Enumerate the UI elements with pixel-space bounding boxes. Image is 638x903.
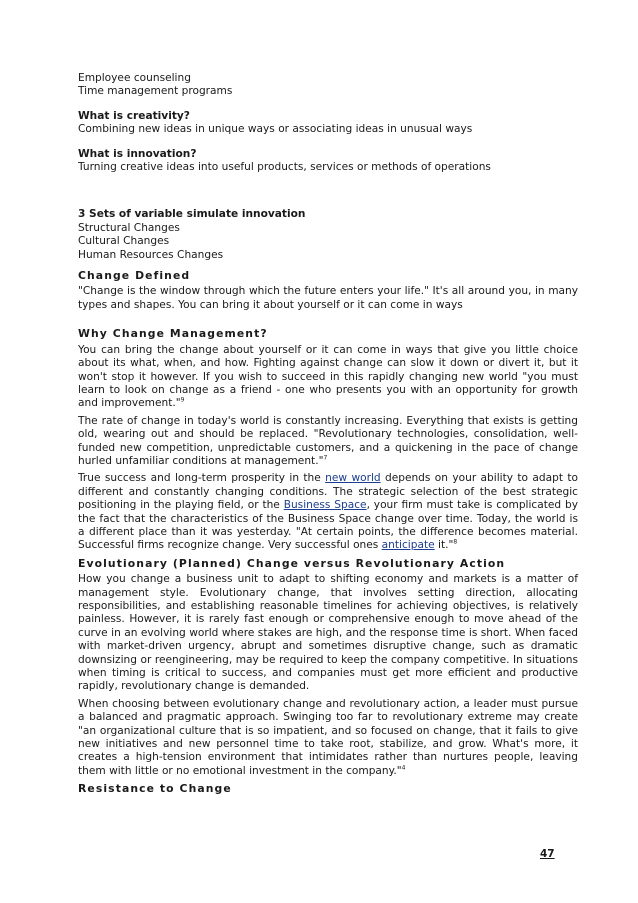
anticipate-link[interactable]: anticipate	[381, 539, 435, 552]
innovation-question: What is innovation?	[78, 147, 197, 160]
why-change-p3-text-c: , your firm must take is complicated by the fact that the characteristics of the Business Space change over time. Today, the world is a different place than it was yesterday. "At certain points, the difference becomes material. Successful firms recognize change. Very successful ones	[78, 499, 579, 552]
footnote-ref-8: 8	[453, 538, 458, 546]
innovation-answer: Turning creative ideas into useful products, services or methods of operations	[78, 161, 491, 174]
sets-item-structural: Structural Changes	[78, 221, 180, 234]
creativity-answer: Combining new ideas in unique ways or associating ideas in unusual ways	[78, 123, 473, 136]
evolutionary-p2-text: When choosing between evolutionary change and revolutionary action, a leader must pursue a balanced and pragmatic approach. Swinging too far to revolutionary extreme may create "an organizational culture that is so impatient, and so focused on change, that it fails to give new initiatives and new personnel time to take root, stabilize, and grow. What's more, it creates a high-tension environment that intimidates rather than nurtures people, leaving them with little or no emotional investment in the company."	[78, 697, 578, 777]
sets-item-human-resources: Human Resources Changes	[78, 248, 224, 261]
page-number: 47	[540, 848, 555, 860]
creativity-question: What is creativity?	[78, 109, 190, 122]
why-change-p3-text-d: it."	[434, 539, 454, 552]
new-world-link[interactable]: new world	[325, 472, 381, 485]
sets-title: 3 Sets of variable simulate innovation	[78, 208, 306, 221]
why-change-p1-text: You can bring the change about yourself or it can come in ways that give you little choice about its what, when, and how. Fighting against change can slow it down or divert it, but it won't stop it however. If you wish to succeed in this rapidly changing new world "you must learn to look on change as a friend - one who presents you with an opportunity for growth and improvement."	[78, 343, 578, 410]
footnote-ref-9: 9	[180, 396, 185, 404]
sets-item-cultural: Cultural Changes	[78, 235, 170, 248]
resistance-heading: Resistance to Change	[78, 782, 232, 796]
why-change-p3-text-a: True success and long-term prosperity in the	[78, 472, 326, 485]
why-change-p3-text-b: depends on your ability to adapt to different and constantly changing conditions. The strategic selection of the best strategic positioning in the playing field, or the	[78, 472, 578, 512]
why-change-heading: Why Change Management?	[78, 327, 268, 341]
footnote-ref-7: 7	[323, 454, 328, 462]
footnote-ref-4: 4	[401, 764, 406, 772]
why-change-paragraph-3	[78, 472, 578, 552]
why-change-paragraph-2	[78, 415, 578, 469]
why-change-paragraph-1	[78, 344, 578, 411]
business-space-link[interactable]: Business Space	[283, 499, 367, 512]
evolutionary-paragraph-1: How you change a business unit to adapt to shifting economy and markets is a matter of management style. Evolutionary change, that involves setting direction, allocating responsibilities, and establishing reasonable timelines for achieving objectives, is relatively painless. However, it is rarely fast enough or comprehensive enough to move ahead of the curve in an evolving world where stakes are high, and the response time is short. When faced with market-driven urgency, abrupt and sometimes disruptive change, such as dramatic downsizing or reengineering, may be required to keep the company competitive. In situations when timing is critical to success, and companies must get more efficient and productive rapidly, revolutionary change is demanded.	[78, 573, 578, 693]
top-line-2: Time management programs	[78, 85, 233, 98]
change-defined-heading: Change Defined	[78, 269, 191, 283]
evolutionary-paragraph-2	[78, 698, 578, 778]
why-change-p2-text: The rate of change in today's world is constantly increasing. Everything that exists is getting old, wearing out and should be replaced. "Revolutionary technologies, consolidation, well-funded new competition, unpredictable customers, and a quickening in the pace of change hurled unfamiliar conditions at management."	[78, 414, 578, 467]
top-line-1: Employee counseling	[78, 72, 191, 84]
document-page	[78, 72, 578, 799]
evolutionary-heading: Evolutionary (Planned) Change versus Revolutionary Action	[78, 556, 506, 570]
change-defined-text: "Change is the window through which the future enters your life." It's all around you, in many types and shapes. You can bring it about yourself or it can come in ways	[78, 285, 578, 311]
